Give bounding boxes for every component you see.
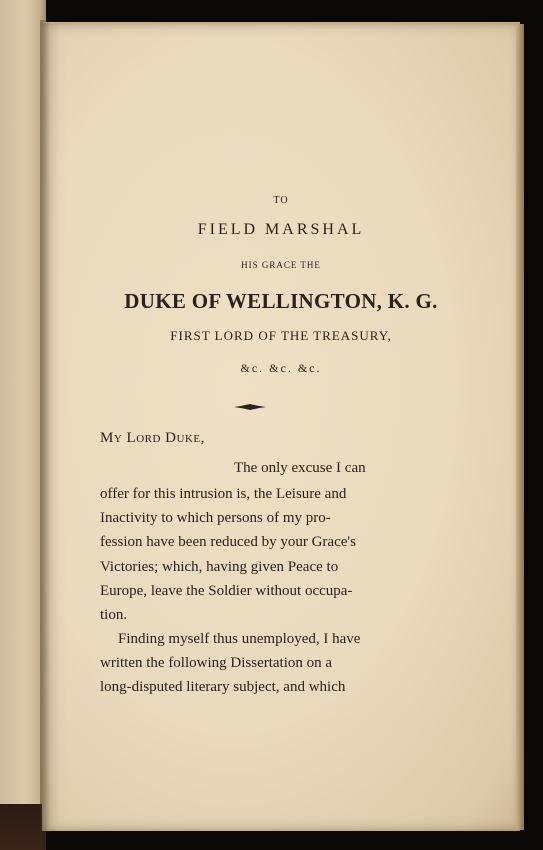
letter-line: Victories; which, having given Peace to: [100, 559, 339, 575]
dedication-name: DUKE OF WELLINGTON, K. G.: [124, 289, 438, 313]
dedication-etc: &c. &c. &c.: [240, 361, 322, 375]
letter-line: long-disputed literary subject, and which: [100, 679, 346, 695]
letter-line: Inactivity to which persons of my pro-: [100, 510, 331, 526]
dedication-to: TO: [273, 195, 289, 206]
page-fore-edge: [516, 24, 524, 830]
letter-line: Europe, leave the Soldier without occupa-: [100, 583, 353, 599]
dedication-style: HIS GRACE THE: [241, 260, 321, 270]
spine-shadow: [40, 20, 50, 832]
dedication-page: [42, 22, 520, 831]
ornament-divider-icon: [234, 403, 266, 411]
dedication-rank: FIELD MARSHAL: [197, 221, 365, 238]
letter-line: tion.: [100, 607, 128, 623]
dedication-office: FIRST LORD OF THE TREASURY,: [170, 328, 392, 343]
letter-line: Finding myself thus unemployed, I have: [118, 631, 361, 647]
letter-line: written the following Dissertation on a: [100, 655, 333, 671]
letter-line: The only excuse I can: [234, 460, 366, 476]
letter-line: fession have been reduced by your Grace's: [100, 534, 356, 550]
letter-salutation: My Lord Duke,: [100, 430, 205, 446]
letter-line: offer for this intrusion is, the Leisure and: [100, 486, 347, 502]
